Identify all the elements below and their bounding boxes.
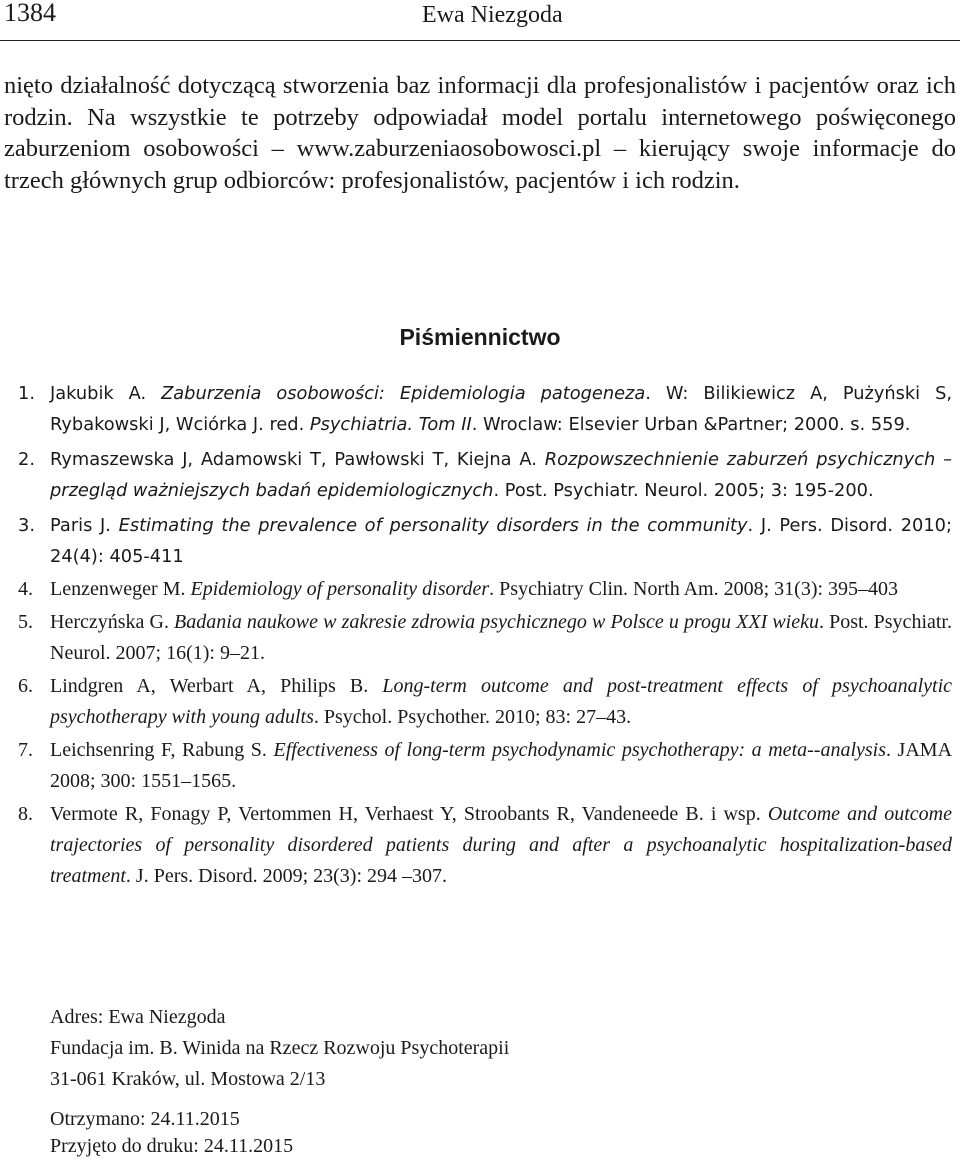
reference-list	[0, 378, 960, 892]
reference-item	[0, 799, 952, 892]
page-number: 1384	[4, 0, 56, 27]
reference-authors: Paris J.	[50, 515, 119, 536]
reference-publisher: . Wroclaw: Elsevier Urban &Partner; 2000. s. 559.	[471, 414, 911, 435]
reference-source: . J. Pers. Disord. 2009; 23(3): 294 –307.	[125, 865, 448, 887]
reference-title: Effectiveness of long-term psychodynamic psychotherapy: a meta--analysis	[273, 739, 886, 761]
reference-title: Rozpowszechnienie zaburzeń psychicznych – przegląd ważniejszych badań epidemiologicznych	[50, 449, 952, 501]
reference-item	[0, 510, 952, 572]
reference-number: 1.	[18, 383, 35, 404]
reference-number: 7.	[18, 739, 33, 761]
address-name: Adres: Ewa Niezgoda	[50, 1006, 226, 1028]
reference-number: 6.	[18, 675, 33, 697]
correspondence-address	[50, 1002, 509, 1095]
submission-dates	[50, 1106, 293, 1160]
reference-item	[0, 607, 952, 669]
reference-number: 5.	[18, 611, 33, 633]
reference-item	[0, 444, 952, 506]
reference-number: 4.	[18, 578, 33, 600]
header-rule	[0, 40, 960, 41]
reference-authors: Leichsenring F, Rabung S.	[50, 739, 274, 761]
reference-book-title: Psychiatria. Tom II	[309, 414, 472, 435]
reference-authors: Lenzenweger M.	[50, 578, 191, 600]
reference-source: . W: Bilikiewicz A, Pużyński S, Rybakowski J, Wciórka J. red.	[50, 383, 953, 435]
reference-item	[0, 671, 952, 733]
reference-source: . Psychol. Psychother. 2010; 83: 27–43.	[313, 706, 632, 728]
reference-authors: Rymaszewska J, Adamowski T, Pawłowski T, Kiejna A.	[50, 449, 545, 470]
reference-title: Outcome and outcome trajectories of personality disordered patients during and after a psychoanalytic hospitalization-based treatment	[50, 803, 952, 887]
accepted-date: Przyjęto do druku: 24.11.2015	[50, 1135, 294, 1157]
reference-authors: Jakubik A.	[50, 383, 162, 404]
reference-source: . Psychiatry Clin. North Am. 2008; 31(3): 395–403	[489, 578, 899, 600]
page-header	[0, 0, 960, 44]
address-street: 31-061 Kraków, ul. Mostowa 2/13	[50, 1068, 326, 1090]
reference-source: . JAMA 2008; 300: 1551–1565.	[50, 739, 953, 792]
reference-authors: Herczyńska G.	[50, 611, 175, 633]
reference-source: . J. Pers. Disord. 2010; 24(4): 405-411	[50, 515, 952, 567]
reference-authors: Vermote R, Fonagy P, Vertommen H, Verhaest Y, Stroobants R, Vandeneede B. i wsp.	[50, 803, 768, 825]
reference-source: . Post. Psychiatr. Neurol. 2007; 16(1): 9–21.	[50, 611, 952, 664]
reference-title: Epidemiology of personality disorder	[190, 578, 490, 600]
intro-paragraph: nięto działalność dotyczącą stworzenia baz informacji dla profesjonalistów i pacjentów oraz ich rodzin. Na wszystkie te potrzeby odpowiadał model portalu internetowego poświęconego zaburzeniom osobowości – www.zaburzeniaosobowosci.pl – kierujący swoje informacje do trzech głównych grup odbiorców: profesjonalistów, pacjentów i ich rodzin.	[4, 72, 956, 194]
reference-title: Badania naukowe w zakresie zdrowia psychicznego w Polsce u progu XXI wieku	[174, 611, 819, 633]
reference-item	[0, 735, 952, 797]
reference-title: Long-term outcome and post-treatment effects of psychoanalytic psychotherapy with young adults	[50, 675, 952, 728]
reference-authors: Lindgren A, Werbart A, Philips B.	[50, 675, 383, 697]
reference-number: 2.	[18, 449, 35, 470]
reference-item	[0, 378, 952, 440]
reference-source: . Post. Psychiatr. Neurol. 2005; 3: 195-200.	[493, 480, 874, 501]
received-date: Otrzymano: 24.11.2015	[50, 1108, 240, 1130]
reference-number: 8.	[18, 803, 33, 825]
reference-title: Estimating the prevalence of personality disorders in the community	[118, 515, 748, 536]
reference-number: 3.	[18, 515, 35, 536]
address-organization: Fundacja im. B. Winida na Rzecz Rozwoju Psychoterapii	[50, 1037, 510, 1059]
references-heading: Piśmiennictwo	[399, 324, 561, 350]
reference-item	[0, 574, 952, 605]
reference-title: Zaburzenia osobowości: Epidemiologia patogeneza	[161, 383, 646, 404]
running-head-author: Ewa Niezgoda	[422, 2, 563, 28]
